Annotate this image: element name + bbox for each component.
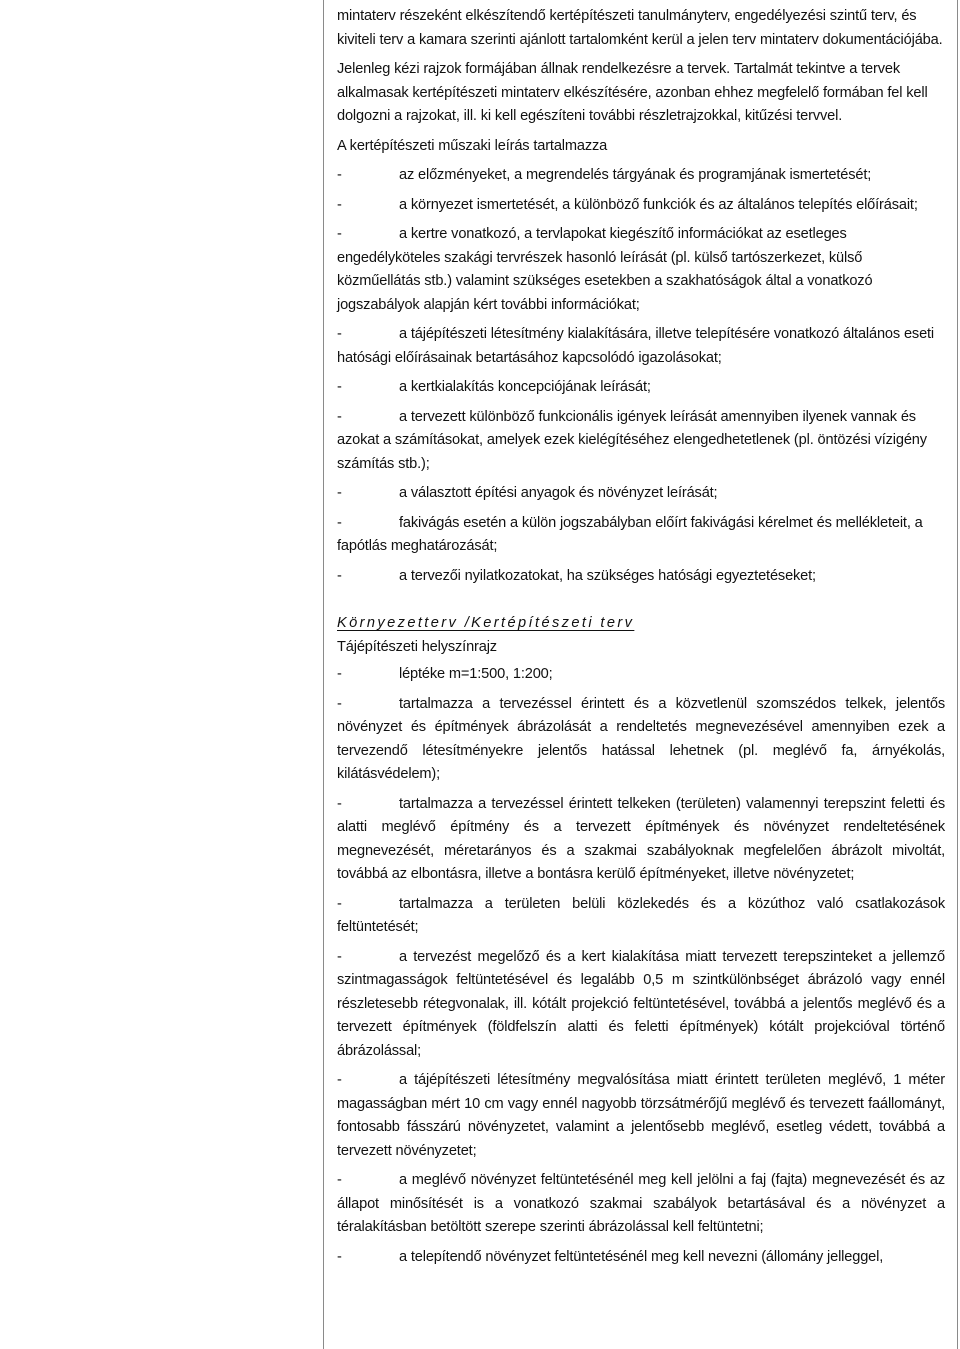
list-item-text: fakivágás esetén a külön jogszabályban előírt fakivágási kérelmet és mellékleteit, a fapótlás meghatározását; — [337, 514, 923, 554]
list-dash: - — [337, 948, 342, 965]
list-item — [337, 565, 945, 589]
list-item-text: a kertre vonatkozó, a tervlapokat kiegészítő információkat az esetleges engedélyköteles szakági tervrészek hasonló leírását (pl. külső tartószerkezet, külső közműellátás stb.) valamint szükséges esetekben a szakhatóságok által a vonatkozó jogszabályok alapján kért további információkat; — [337, 226, 873, 313]
list-dash: - — [337, 895, 342, 912]
document-body — [337, 5, 945, 1275]
list-item-text: a telepítendő növényzet feltüntetésénél meg kell nevezni (állomány jelleggel, — [399, 1248, 884, 1265]
list-item-text: a tájépítészeti létesítmény megvalósítása miatt érintett területen meglévő, 1 méter magasságban mért 10 cm vagy ennél nagyobb törzsátmérőjű meglévő és tervezett faállományt, fontosabb fásszárú növényzetet, valamint a jelentősebb meglévő, esetleg védett, továbbá a tervezett növényzetet; — [337, 1072, 945, 1159]
list-item-text: a tervezett különböző funkcionális igények leírását amennyiben ilyenek vannak és azokat a számításokat, amelyek ezek kielégítéséhez elengedhetetlenek (pl. öntözési vízigény számítás stb.); — [337, 408, 927, 472]
list-item — [337, 194, 945, 218]
list-dash: - — [337, 567, 342, 584]
list-intro: A kertépítészeti műszaki leírás tartalmazza — [337, 137, 608, 154]
list-item — [337, 663, 945, 687]
list-item — [337, 793, 945, 887]
list-item-text: léptéke m=1:500, 1:200; — [399, 666, 553, 682]
table-left-cell — [0, 0, 324, 1349]
list-item — [337, 406, 945, 477]
list-item-text: tartalmazza a területen belüli közlekedés és a közúthoz való csatlakozások feltüntetését; — [337, 895, 945, 935]
list-item-text: tartalmazza a tervezéssel érintett és a közvetlenül szomszédos telkek, jelentős növényzet és építmények ábrázolását a rendeltetés megnevezésével amennyiben ezek a tervezendő létesítményekre jelentős hatással lehetnek (pl. meglévő fa, árnyékolás, kilátásvédelem); — [337, 695, 945, 782]
list-dash: - — [337, 485, 342, 501]
list-item — [337, 1246, 945, 1270]
list-item — [337, 946, 945, 1064]
list-dash: - — [337, 514, 342, 531]
table-right-border — [957, 0, 958, 1349]
section-heading: Környezetterv /Kertépítészeti terv — [337, 615, 635, 631]
list-item — [337, 323, 945, 370]
list-item-text: a környezet ismertetését, a különböző funkciók és az általános telepítés előírásait; — [399, 196, 918, 213]
list-dash: - — [337, 167, 342, 183]
list-dash: - — [337, 695, 342, 712]
list-item-text: a tervezést megelőző és a kert kialakítása miatt tervezett terepszinteket a jellemző szintmagasságok feltüntetésével és legalább 0,5 m szintkülönbséget ábrázoló vagy ennél részletesebb rétegvonalak, ill. kótált projekció feltüntetésével, továbbá a jelentős meglévő és a tervezett építmények (földfelszín alatti és feletti építmények) kótált projekcióval történő ábrázolással; — [337, 948, 945, 1059]
list-dash: - — [337, 666, 342, 682]
list-item — [337, 693, 945, 787]
list-item-text: tartalmazza a tervezéssel érintett telkeken (területen) valamennyi terepszint feletti és alatti meglévő építmény és a tervezett építmények és növényzet rendeltetésének megnevezését, méretarányos és a szakmai szabályoknak megfelelően ábrázolt mivoltát, továbbá az elbontásra, illetve a bontásra kerülő építményeket, illetve növényzetet; — [337, 795, 945, 882]
list-item — [337, 223, 945, 317]
list-item — [337, 376, 945, 400]
list-item-text: a kertkialakítás koncepciójának leírását; — [399, 379, 651, 395]
list-dash: - — [337, 408, 342, 425]
list-dash: - — [337, 1072, 342, 1088]
list-dash: - — [337, 196, 342, 213]
section-subtitle: Tájépítészeti helyszínrajz — [337, 638, 497, 655]
list-item-text: az előzményeket, a megrendelés tárgyának és programjának ismertetését; — [399, 167, 872, 183]
list-item-text: a választott építési anyagok és növényzet leírását; — [399, 485, 718, 501]
list-item — [337, 482, 945, 506]
list-item-text: a meglévő növényzet feltüntetésénél meg kell jelölni a faj (fajta) megnevezését és az állapot minősítését is a vonatkozó szakmai szabályok betartásával és a növényzet a téralakításban betöltött szerepe szerinti ábrázolással kell feltüntetni; — [337, 1172, 945, 1235]
intro-paragraph: mintaterv részeként elkészítendő kertépítészeti tanulmányterv, engedélyezési szintű terv, és kiviteli terv a kamara szerinti ajánlott tartalomként kerül a jelen terv mintaterv dokumentációjába. — [337, 8, 943, 48]
list-item — [337, 512, 945, 559]
list-item — [337, 164, 945, 188]
list-item-text: a tervezői nyilatkozatokat, ha szükséges hatósági egyeztetéseket; — [399, 567, 816, 584]
list-dash: - — [337, 1172, 342, 1188]
list-dash: - — [337, 326, 342, 342]
list-dash: - — [337, 795, 342, 812]
list-dash: - — [337, 226, 342, 242]
list-item — [337, 1069, 945, 1163]
list-item-text: a tájépítészeti létesítmény kialakítására, illetve telepítésére vonatkozó általános eseti hatósági előírásainak betartásához kapcsolódó igazolásokat; — [337, 326, 935, 366]
list-item — [337, 893, 945, 940]
list-item — [337, 1169, 945, 1240]
list-dash: - — [337, 1248, 342, 1265]
list-dash: - — [337, 379, 342, 395]
intro-paragraph: Jelenleg kézi rajzok formájában állnak rendelkezésre a tervek. Tartalmát tekintve a tervek alkalmasak kertépítészeti mintaterv elkészítésére, azonban ehhez megfelelő formában fel kell dolgozni a rajzokat, ill. ki kell egészíteni további részletrajzokkal, kitűzési tervvel. — [337, 61, 928, 124]
